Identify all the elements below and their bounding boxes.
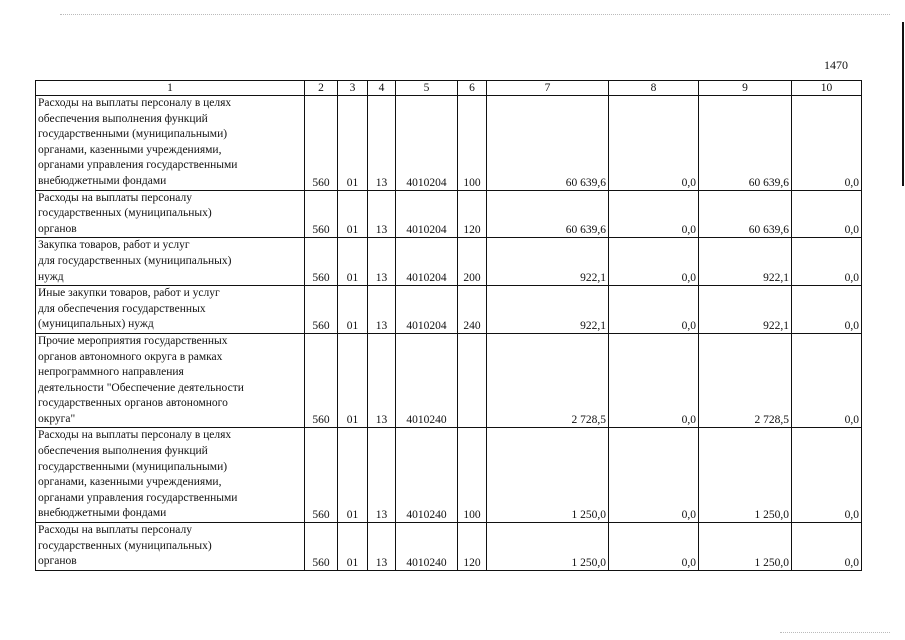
amount-col8-cell: 0,0 bbox=[609, 190, 699, 238]
target-article-cell: 4010204 bbox=[396, 96, 458, 191]
column-header: 5 bbox=[396, 81, 458, 96]
amount-total-cell: 60 639,6 bbox=[487, 96, 609, 191]
amount-total-cell: 2 728,5 bbox=[487, 333, 609, 428]
ministry-code-cell: 560 bbox=[305, 190, 338, 238]
budget-table bbox=[35, 80, 862, 571]
section-code-cell: 01 bbox=[338, 428, 368, 523]
section-code-cell: 01 bbox=[338, 523, 368, 571]
column-header: 2 bbox=[305, 81, 338, 96]
amount-col8-cell: 0,0 bbox=[609, 286, 699, 334]
amount-col9-cell: 922,1 bbox=[699, 286, 792, 334]
amount-col9-cell: 60 639,6 bbox=[699, 96, 792, 191]
amount-total-cell: 60 639,6 bbox=[487, 190, 609, 238]
amount-total-cell: 922,1 bbox=[487, 286, 609, 334]
expense-type-cell: 120 bbox=[458, 190, 487, 238]
section-code-cell: 01 bbox=[338, 238, 368, 286]
header-row bbox=[36, 81, 862, 96]
amount-col9-cell: 1 250,0 bbox=[699, 428, 792, 523]
amount-total-cell: 1 250,0 bbox=[487, 428, 609, 523]
amount-col9-cell: 2 728,5 bbox=[699, 333, 792, 428]
target-article-cell: 4010204 bbox=[396, 286, 458, 334]
expense-name-cell: Иные закупки товаров, работ и услуг для обеспечения государственных (муниципальных) нужд bbox=[36, 286, 305, 334]
target-article-cell: 4010204 bbox=[396, 238, 458, 286]
ministry-code-cell: 560 bbox=[305, 96, 338, 191]
subsection-code-cell: 13 bbox=[368, 286, 396, 334]
amount-col8-cell: 0,0 bbox=[609, 428, 699, 523]
amount-col10-cell: 0,0 bbox=[792, 333, 862, 428]
expense-type-cell: 120 bbox=[458, 523, 487, 571]
column-header: 1 bbox=[36, 81, 305, 96]
amount-col10-cell: 0,0 bbox=[792, 428, 862, 523]
expense-name-cell: Расходы на выплаты персоналу в целях обеспечения выполнения функций государственными (муниципальными) органами, казенными учреждениями, органами управления государственными внебюджетными фондами bbox=[36, 96, 305, 191]
amount-col10-cell: 0,0 bbox=[792, 523, 862, 571]
expense-type-cell: 240 bbox=[458, 286, 487, 334]
expense-type-cell: 100 bbox=[458, 428, 487, 523]
table-row bbox=[36, 238, 862, 286]
ministry-code-cell: 560 bbox=[305, 286, 338, 334]
table-row bbox=[36, 523, 862, 571]
section-code-cell: 01 bbox=[338, 333, 368, 428]
column-header: 4 bbox=[368, 81, 396, 96]
column-header: 3 bbox=[338, 81, 368, 96]
ministry-code-cell: 560 bbox=[305, 333, 338, 428]
expense-type-cell: 200 bbox=[458, 238, 487, 286]
section-code-cell: 01 bbox=[338, 286, 368, 334]
amount-col8-cell: 0,0 bbox=[609, 238, 699, 286]
table-row bbox=[36, 190, 862, 238]
subsection-code-cell: 13 bbox=[368, 428, 396, 523]
table-row bbox=[36, 286, 862, 334]
amount-col8-cell: 0,0 bbox=[609, 523, 699, 571]
amount-total-cell: 1 250,0 bbox=[487, 523, 609, 571]
section-code-cell: 01 bbox=[338, 96, 368, 191]
amount-col9-cell: 1 250,0 bbox=[699, 523, 792, 571]
amount-col10-cell: 0,0 bbox=[792, 96, 862, 191]
target-article-cell: 4010240 bbox=[396, 428, 458, 523]
amount-col9-cell: 60 639,6 bbox=[699, 190, 792, 238]
table-row bbox=[36, 428, 862, 523]
amount-col9-cell: 922,1 bbox=[699, 238, 792, 286]
expense-name-cell: Расходы на выплаты персоналу в целях обеспечения выполнения функций государственными (муниципальными) органами, казенными учреждениями, органами управления государственными внебюджетными фондами bbox=[36, 428, 305, 523]
table-row bbox=[36, 96, 862, 191]
subsection-code-cell: 13 bbox=[368, 96, 396, 191]
expense-name-cell: Расходы на выплаты персоналу государственных (муниципальных) органов bbox=[36, 190, 305, 238]
subsection-code-cell: 13 bbox=[368, 190, 396, 238]
column-header: 9 bbox=[699, 81, 792, 96]
amount-col8-cell: 0,0 bbox=[609, 96, 699, 191]
ministry-code-cell: 560 bbox=[305, 523, 338, 571]
expense-type-cell bbox=[458, 333, 487, 428]
column-header: 8 bbox=[609, 81, 699, 96]
ministry-code-cell: 560 bbox=[305, 428, 338, 523]
margin-rule bbox=[902, 22, 904, 186]
target-article-cell: 4010240 bbox=[396, 523, 458, 571]
target-article-cell: 4010204 bbox=[396, 190, 458, 238]
subsection-code-cell: 13 bbox=[368, 333, 396, 428]
subsection-code-cell: 13 bbox=[368, 523, 396, 571]
ministry-code-cell: 560 bbox=[305, 238, 338, 286]
column-header: 10 bbox=[792, 81, 862, 96]
amount-col8-cell: 0,0 bbox=[609, 333, 699, 428]
amount-total-cell: 922,1 bbox=[487, 238, 609, 286]
target-article-cell: 4010240 bbox=[396, 333, 458, 428]
column-header: 7 bbox=[487, 81, 609, 96]
expense-name-cell: Расходы на выплаты персоналу государственных (муниципальных) органов bbox=[36, 523, 305, 571]
scan-artifact-top bbox=[60, 14, 890, 16]
subsection-code-cell: 13 bbox=[368, 238, 396, 286]
amount-col10-cell: 0,0 bbox=[792, 190, 862, 238]
page-number: 1470 bbox=[824, 58, 848, 72]
expense-name-cell: Закупка товаров, работ и услуг для государственных (муниципальных) нужд bbox=[36, 238, 305, 286]
scan-artifact-bottom bbox=[780, 632, 890, 634]
amount-col10-cell: 0,0 bbox=[792, 238, 862, 286]
column-header: 6 bbox=[458, 81, 487, 96]
expense-name-cell: Прочие мероприятия государственных органов автономного округа в рамках непрограммного направления деятельности "Обеспечение деятельности государственных органов автономного округа" bbox=[36, 333, 305, 428]
table-row bbox=[36, 333, 862, 428]
section-code-cell: 01 bbox=[338, 190, 368, 238]
expense-type-cell: 100 bbox=[458, 96, 487, 191]
amount-col10-cell: 0,0 bbox=[792, 286, 862, 334]
